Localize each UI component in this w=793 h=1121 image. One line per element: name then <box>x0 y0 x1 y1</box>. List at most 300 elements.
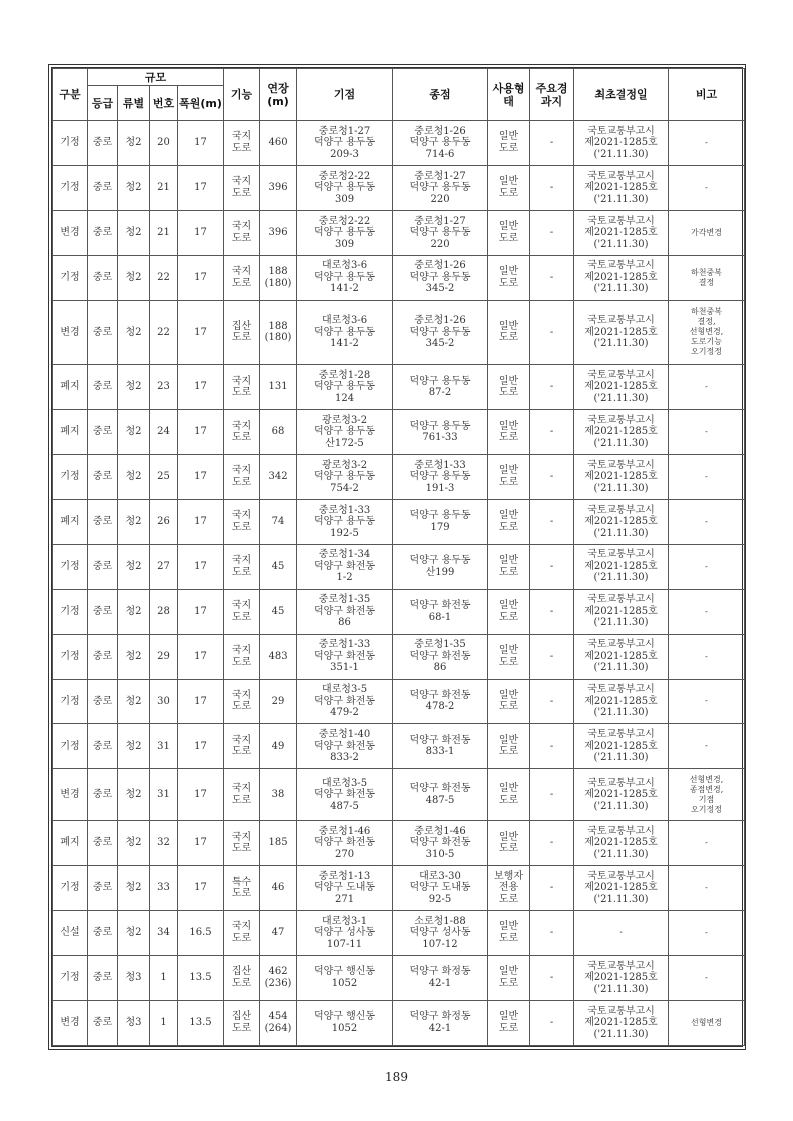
cell-remarks: - <box>669 544 745 589</box>
cell-grade: 중로 <box>88 821 118 866</box>
cell-remarks: - <box>669 499 745 544</box>
cell-end: 덕양구 화전동 478-2 <box>393 679 488 724</box>
cell-grade: 중로 <box>88 589 118 634</box>
cell-via: - <box>530 365 574 410</box>
cell-length: 46 <box>260 866 297 911</box>
cell-function: 국지 도로 <box>224 410 260 455</box>
cell-use-form: 일반 도로 <box>488 365 530 410</box>
cell-use-form: 일반 도로 <box>488 499 530 544</box>
cell-end: 중로청1-35 덕양구 화전동 86 <box>393 634 488 679</box>
table-row <box>53 769 745 821</box>
cell-gubun: 폐지 <box>53 821 88 866</box>
cell-grade: 중로 <box>88 634 118 679</box>
cell-via: - <box>530 1000 574 1045</box>
cell-grade: 중로 <box>88 911 118 956</box>
cell-via: - <box>530 634 574 679</box>
cell-gubun: 기정 <box>53 589 88 634</box>
cell-via: - <box>530 454 574 499</box>
cell-end: 중로청1-26 덕양구 용두동 345-2 <box>393 300 488 365</box>
cell-width: 17 <box>178 544 224 589</box>
cell-length: 45 <box>260 589 297 634</box>
cell-grade: 중로 <box>88 165 118 210</box>
cell-type: 청2 <box>118 210 150 255</box>
cell-first-decision: 국토교통부고시 제2021-1285호 ('21.11.30) <box>574 121 669 166</box>
cell-grade: 중로 <box>88 499 118 544</box>
cell-start: 중로청1-27 덕양구 용두동 209-3 <box>297 121 393 166</box>
cell-number: 24 <box>150 410 178 455</box>
cell-use-form: 일반 도로 <box>488 454 530 499</box>
cell-use-form: 일반 도로 <box>488 769 530 821</box>
cell-remarks: - <box>669 821 745 866</box>
cell-gubun: 기정 <box>53 165 88 210</box>
cell-grade: 중로 <box>88 724 118 769</box>
cell-end: 덕양구 용두동 179 <box>393 499 488 544</box>
table-row <box>53 724 745 769</box>
table-row <box>53 866 745 911</box>
cell-width: 13.5 <box>178 1000 224 1045</box>
cell-function: 국지 도로 <box>224 769 260 821</box>
cell-gubun: 폐지 <box>53 365 88 410</box>
cell-start: 중로청1-35 덕양구 화전동 86 <box>297 589 393 634</box>
cell-number: 29 <box>150 634 178 679</box>
cell-width: 17 <box>178 121 224 166</box>
cell-remarks: - <box>669 955 745 1000</box>
road-plan-table <box>52 68 745 1046</box>
cell-length: 460 <box>260 121 297 166</box>
cell-type: 청2 <box>118 679 150 724</box>
cell-type: 청3 <box>118 955 150 1000</box>
header-type: 류별 <box>118 86 150 121</box>
cell-via: - <box>530 255 574 300</box>
cell-length: 68 <box>260 410 297 455</box>
cell-gubun: 기정 <box>53 255 88 300</box>
cell-number: 30 <box>150 679 178 724</box>
cell-end: 덕양구 화전동 487-5 <box>393 769 488 821</box>
cell-first-decision: 국토교통부고시 제2021-1285호 ('21.11.30) <box>574 365 669 410</box>
cell-use-form: 일반 도로 <box>488 955 530 1000</box>
cell-function: 집산 도로 <box>224 1000 260 1045</box>
table-row <box>53 121 745 166</box>
cell-type: 청2 <box>118 589 150 634</box>
cell-grade: 중로 <box>88 121 118 166</box>
header-grade: 등급 <box>88 86 118 121</box>
cell-type: 청2 <box>118 769 150 821</box>
cell-type: 청2 <box>118 911 150 956</box>
cell-start: 대로청3-6 덕양구 용두동 141-2 <box>297 300 393 365</box>
table-row <box>53 410 745 455</box>
cell-number: 22 <box>150 300 178 365</box>
cell-start: 중로청1-34 덕양구 화전동 1-2 <box>297 544 393 589</box>
cell-length: 462 (236) <box>260 955 297 1000</box>
cell-grade: 중로 <box>88 255 118 300</box>
cell-use-form: 일반 도로 <box>488 121 530 166</box>
cell-end: 덕양구 용두동 761-33 <box>393 410 488 455</box>
cell-use-form: 일반 도로 <box>488 300 530 365</box>
cell-first-decision: 국토교통부고시 제2021-1285호 ('21.11.30) <box>574 866 669 911</box>
cell-gubun: 기정 <box>53 955 88 1000</box>
cell-remarks: - <box>669 410 745 455</box>
cell-start: 덕양구 행신동 1052 <box>297 955 393 1000</box>
cell-remarks: - <box>669 724 745 769</box>
cell-remarks: 하천중복 결정 <box>669 255 745 300</box>
cell-type: 청3 <box>118 1000 150 1045</box>
table-row <box>53 454 745 499</box>
cell-first-decision: 국토교통부고시 제2021-1285호 ('21.11.30) <box>574 410 669 455</box>
cell-first-decision: 국토교통부고시 제2021-1285호 ('21.11.30) <box>574 679 669 724</box>
cell-gubun: 폐지 <box>53 499 88 544</box>
cell-first-decision: 국토교통부고시 제2021-1285호 ('21.11.30) <box>574 955 669 1000</box>
cell-number: 21 <box>150 165 178 210</box>
cell-type: 청2 <box>118 821 150 866</box>
cell-width: 17 <box>178 499 224 544</box>
cell-number: 28 <box>150 589 178 634</box>
cell-via: - <box>530 955 574 1000</box>
cell-start: 대로청3-6 덕양구 용두동 141-2 <box>297 255 393 300</box>
cell-remarks: - <box>669 454 745 499</box>
header-scale: 규모 <box>88 69 224 86</box>
cell-grade: 중로 <box>88 365 118 410</box>
header-first-decision: 최초결정일 <box>574 69 669 121</box>
cell-function: 국지 도로 <box>224 255 260 300</box>
cell-end: 중로청1-27 덕양구 용두동 220 <box>393 210 488 255</box>
cell-grade: 중로 <box>88 300 118 365</box>
cell-length: 45 <box>260 544 297 589</box>
cell-function: 국지 도로 <box>224 165 260 210</box>
cell-function: 집산 도로 <box>224 300 260 365</box>
cell-via: - <box>530 769 574 821</box>
cell-via: - <box>530 589 574 634</box>
cell-grade: 중로 <box>88 544 118 589</box>
page-number: 189 <box>385 1070 408 1084</box>
cell-width: 17 <box>178 365 224 410</box>
cell-number: 25 <box>150 454 178 499</box>
cell-use-form: 일반 도로 <box>488 210 530 255</box>
cell-number: 20 <box>150 121 178 166</box>
cell-number: 21 <box>150 210 178 255</box>
cell-use-form: 일반 도로 <box>488 544 530 589</box>
cell-length: 454 (264) <box>260 1000 297 1045</box>
cell-grade: 중로 <box>88 769 118 821</box>
cell-length: 47 <box>260 911 297 956</box>
cell-type: 청2 <box>118 165 150 210</box>
cell-end: 대로3-30 덕양구 도내동 92-5 <box>393 866 488 911</box>
header-remarks: 비고 <box>669 69 745 121</box>
cell-type: 청2 <box>118 365 150 410</box>
cell-function: 국지 도로 <box>224 365 260 410</box>
cell-end: 덕양구 화전동 68-1 <box>393 589 488 634</box>
cell-function: 국지 도로 <box>224 911 260 956</box>
cell-use-form: 일반 도로 <box>488 821 530 866</box>
cell-via: - <box>530 410 574 455</box>
cell-end: 덕양구 용두동 87-2 <box>393 365 488 410</box>
cell-end: 덕양구 용두동 산199 <box>393 544 488 589</box>
cell-grade: 중로 <box>88 210 118 255</box>
cell-first-decision: 국토교통부고시 제2021-1285호 ('21.11.30) <box>574 1000 669 1045</box>
cell-type: 청2 <box>118 724 150 769</box>
cell-function: 국지 도로 <box>224 121 260 166</box>
cell-length: 131 <box>260 365 297 410</box>
cell-number: 31 <box>150 769 178 821</box>
cell-end: 덕양구 화정동 42-1 <box>393 1000 488 1045</box>
table-row <box>53 955 745 1000</box>
cell-start: 대로청3-1 덕양구 성사동 107-11 <box>297 911 393 956</box>
cell-width: 17 <box>178 410 224 455</box>
cell-gubun: 변경 <box>53 210 88 255</box>
cell-width: 17 <box>178 300 224 365</box>
cell-use-form: 일반 도로 <box>488 679 530 724</box>
cell-grade: 중로 <box>88 955 118 1000</box>
table-row <box>53 821 745 866</box>
cell-first-decision: 국토교통부고시 제2021-1285호 ('21.11.30) <box>574 300 669 365</box>
cell-via: - <box>530 866 574 911</box>
cell-grade: 중로 <box>88 1000 118 1045</box>
cell-remarks: - <box>669 866 745 911</box>
cell-grade: 중로 <box>88 679 118 724</box>
cell-start: 중로청2-22 덕양구 용두동 309 <box>297 165 393 210</box>
cell-start: 중로청2-22 덕양구 용두동 309 <box>297 210 393 255</box>
cell-width: 17 <box>178 679 224 724</box>
cell-remarks: 하천중복 결정, 선형변경, 도로기능 오기정정 <box>669 300 745 365</box>
cell-first-decision: 국토교통부고시 제2021-1285호 ('21.11.30) <box>574 210 669 255</box>
cell-via: - <box>530 679 574 724</box>
cell-via: - <box>530 911 574 956</box>
cell-gubun: 변경 <box>53 1000 88 1045</box>
cell-end: 덕양구 화전동 833-1 <box>393 724 488 769</box>
cell-width: 13.5 <box>178 955 224 1000</box>
cell-end: 중로청1-26 덕양구 용두동 714-6 <box>393 121 488 166</box>
cell-number: 32 <box>150 821 178 866</box>
cell-gubun: 기정 <box>53 544 88 589</box>
cell-end: 중로청1-27 덕양구 용두동 220 <box>393 165 488 210</box>
cell-length: 29 <box>260 679 297 724</box>
cell-function: 국지 도로 <box>224 821 260 866</box>
header-width: 폭원(m) <box>178 86 224 121</box>
cell-gubun: 기정 <box>53 454 88 499</box>
table-row <box>53 165 745 210</box>
cell-gubun: 기정 <box>53 724 88 769</box>
cell-gubun: 신설 <box>53 911 88 956</box>
table-row <box>53 589 745 634</box>
cell-first-decision: 국토교통부고시 제2021-1285호 ('21.11.30) <box>574 724 669 769</box>
cell-gubun: 기정 <box>53 121 88 166</box>
cell-use-form: 일반 도로 <box>488 410 530 455</box>
cell-use-form: 일반 도로 <box>488 634 530 679</box>
cell-type: 청2 <box>118 300 150 365</box>
cell-function: 집산 도로 <box>224 955 260 1000</box>
table-row <box>53 1000 745 1045</box>
cell-start: 중로청1-13 덕양구 도내동 271 <box>297 866 393 911</box>
cell-use-form: 일반 도로 <box>488 724 530 769</box>
cell-via: - <box>530 210 574 255</box>
cell-type: 청2 <box>118 410 150 455</box>
cell-use-form: 일반 도로 <box>488 911 530 956</box>
cell-length: 74 <box>260 499 297 544</box>
header-start: 기점 <box>297 69 393 121</box>
cell-start: 중로청1-33 덕양구 화전동 351-1 <box>297 634 393 679</box>
cell-end: 덕양구 화정동 42-1 <box>393 955 488 1000</box>
cell-gubun: 기정 <box>53 679 88 724</box>
cell-length: 483 <box>260 634 297 679</box>
cell-first-decision: 국토교통부고시 제2021-1285호 ('21.11.30) <box>574 634 669 679</box>
table-row <box>53 544 745 589</box>
cell-number: 22 <box>150 255 178 300</box>
cell-function: 국지 도로 <box>224 724 260 769</box>
cell-width: 17 <box>178 634 224 679</box>
cell-grade: 중로 <box>88 454 118 499</box>
cell-type: 청2 <box>118 499 150 544</box>
cell-grade: 중로 <box>88 866 118 911</box>
cell-via: - <box>530 121 574 166</box>
cell-width: 17 <box>178 821 224 866</box>
cell-remarks: - <box>669 911 745 956</box>
table-row <box>53 210 745 255</box>
cell-type: 청2 <box>118 866 150 911</box>
cell-remarks: 선형변경 <box>669 1000 745 1045</box>
cell-width: 17 <box>178 454 224 499</box>
cell-length: 396 <box>260 165 297 210</box>
cell-via: - <box>530 499 574 544</box>
cell-end: 소로청1-88 덕양구 성사동 107-12 <box>393 911 488 956</box>
table-row <box>53 499 745 544</box>
cell-width: 17 <box>178 866 224 911</box>
table-row <box>53 679 745 724</box>
cell-start: 대로청3-5 덕양구 화전동 479-2 <box>297 679 393 724</box>
header-gubun: 구분 <box>53 69 88 121</box>
cell-function: 국지 도로 <box>224 634 260 679</box>
cell-width: 17 <box>178 724 224 769</box>
cell-number: 1 <box>150 955 178 1000</box>
cell-use-form: 일반 도로 <box>488 255 530 300</box>
cell-type: 청2 <box>118 255 150 300</box>
cell-function: 국지 도로 <box>224 544 260 589</box>
cell-start: 광로청3-2 덕양구 용두동 754-2 <box>297 454 393 499</box>
cell-function: 국지 도로 <box>224 499 260 544</box>
cell-via: - <box>530 724 574 769</box>
cell-width: 17 <box>178 210 224 255</box>
cell-grade: 중로 <box>88 410 118 455</box>
cell-start: 대로청3-5 덕양구 화전동 487-5 <box>297 769 393 821</box>
cell-remarks: - <box>669 634 745 679</box>
cell-end: 중로청1-33 덕양구 용두동 191-3 <box>393 454 488 499</box>
cell-first-decision: 국토교통부고시 제2021-1285호 ('21.11.30) <box>574 165 669 210</box>
cell-type: 청2 <box>118 544 150 589</box>
cell-first-decision: 국토교통부고시 제2021-1285호 ('21.11.30) <box>574 544 669 589</box>
table-row <box>53 300 745 365</box>
cell-type: 청2 <box>118 634 150 679</box>
cell-type: 청2 <box>118 121 150 166</box>
cell-use-form: 보행자 전용 도로 <box>488 866 530 911</box>
cell-width: 17 <box>178 589 224 634</box>
header-end: 종점 <box>393 69 488 121</box>
cell-number: 23 <box>150 365 178 410</box>
cell-function: 국지 도로 <box>224 589 260 634</box>
cell-start: 덕양구 행신동 1052 <box>297 1000 393 1045</box>
cell-first-decision: 국토교통부고시 제2021-1285호 ('21.11.30) <box>574 589 669 634</box>
cell-start: 중로청1-33 덕양구 용두동 192-5 <box>297 499 393 544</box>
cell-width: 16.5 <box>178 911 224 956</box>
cell-start: 광로청3-2 덕양구 용두동 산172-5 <box>297 410 393 455</box>
table-body <box>53 121 745 1046</box>
cell-type: 청2 <box>118 454 150 499</box>
cell-number: 1 <box>150 1000 178 1045</box>
cell-number: 27 <box>150 544 178 589</box>
cell-number: 33 <box>150 866 178 911</box>
cell-length: 49 <box>260 724 297 769</box>
table-row <box>53 255 745 300</box>
cell-remarks: - <box>669 121 745 166</box>
cell-remarks: - <box>669 165 745 210</box>
cell-gubun: 기정 <box>53 634 88 679</box>
cell-length: 188 (180) <box>260 300 297 365</box>
cell-function: 국지 도로 <box>224 454 260 499</box>
cell-number: 26 <box>150 499 178 544</box>
cell-length: 396 <box>260 210 297 255</box>
cell-width: 17 <box>178 255 224 300</box>
cell-via: - <box>530 165 574 210</box>
cell-length: 38 <box>260 769 297 821</box>
cell-first-decision: 국토교통부고시 제2021-1285호 ('21.11.30) <box>574 821 669 866</box>
cell-remarks: - <box>669 589 745 634</box>
cell-end: 중로청1-26 덕양구 용두동 345-2 <box>393 255 488 300</box>
header-via: 주요경과지 <box>530 69 574 121</box>
cell-remarks: 선형변경, 종점변경, 기점 오기정정 <box>669 769 745 821</box>
cell-number: 31 <box>150 724 178 769</box>
cell-remarks: - <box>669 365 745 410</box>
cell-first-decision: 국토교통부고시 제2021-1285호 ('21.11.30) <box>574 454 669 499</box>
cell-length: 342 <box>260 454 297 499</box>
header-function: 기능 <box>224 69 260 121</box>
table-header <box>53 69 745 121</box>
table-frame <box>48 64 746 1050</box>
cell-via: - <box>530 544 574 589</box>
cell-remarks: 가각변경 <box>669 210 745 255</box>
cell-width: 17 <box>178 769 224 821</box>
cell-use-form: 일반 도로 <box>488 1000 530 1045</box>
cell-via: - <box>530 300 574 365</box>
cell-function: 국지 도로 <box>224 679 260 724</box>
cell-gubun: 기정 <box>53 866 88 911</box>
table-row <box>53 365 745 410</box>
cell-length: 185 <box>260 821 297 866</box>
cell-end: 중로청1-46 덕양구 화전동 310-5 <box>393 821 488 866</box>
header-use-form: 사용형태 <box>488 69 530 121</box>
cell-gubun: 변경 <box>53 300 88 365</box>
cell-first-decision: - <box>574 911 669 956</box>
cell-gubun: 변경 <box>53 769 88 821</box>
cell-first-decision: 국토교통부고시 제2021-1285호 ('21.11.30) <box>574 499 669 544</box>
cell-number: 34 <box>150 911 178 956</box>
cell-start: 중로청1-40 덕양구 화전동 833-2 <box>297 724 393 769</box>
table-inner-frame <box>51 67 743 1047</box>
table-row <box>53 634 745 679</box>
cell-width: 17 <box>178 165 224 210</box>
header-length: 연장(m) <box>260 69 297 121</box>
cell-gubun: 폐지 <box>53 410 88 455</box>
cell-function: 특수 도로 <box>224 866 260 911</box>
cell-use-form: 일반 도로 <box>488 589 530 634</box>
cell-start: 중로청1-28 덕양구 용두동 124 <box>297 365 393 410</box>
header-number: 번호 <box>150 86 178 121</box>
cell-function: 국지 도로 <box>224 210 260 255</box>
cell-first-decision: 국토교통부고시 제2021-1285호 ('21.11.30) <box>574 255 669 300</box>
table-row <box>53 911 745 956</box>
cell-start: 중로청1-46 덕양구 화전동 270 <box>297 821 393 866</box>
cell-use-form: 일반 도로 <box>488 165 530 210</box>
cell-remarks: - <box>669 679 745 724</box>
cell-length: 188 (180) <box>260 255 297 300</box>
cell-via: - <box>530 821 574 866</box>
cell-first-decision: 국토교통부고시 제2021-1285호 ('21.11.30) <box>574 769 669 821</box>
